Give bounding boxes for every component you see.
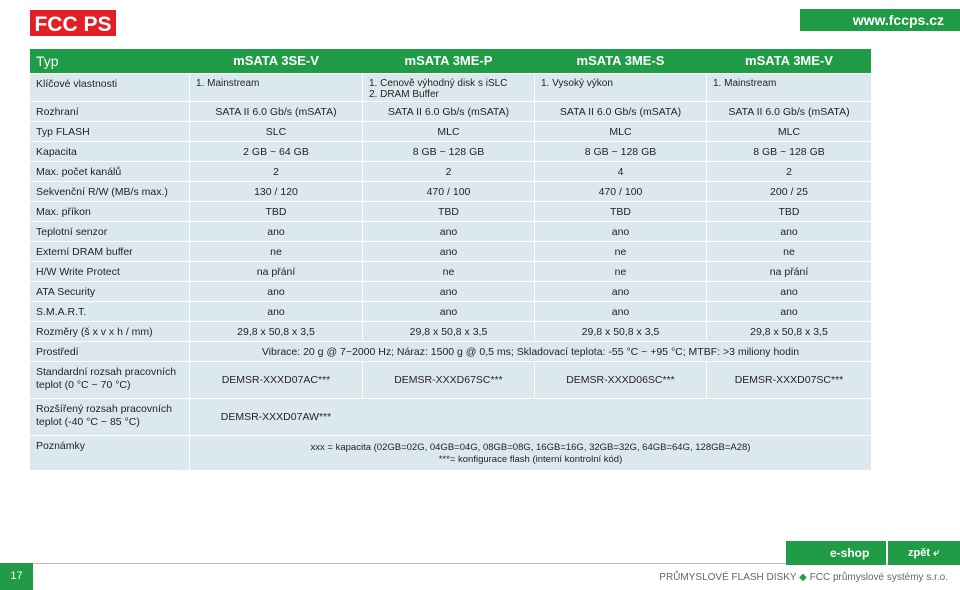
row-label-ext-temp: Rozšířený rozsah pracovních teplot (-40 °C ~ 85 °C) [30, 399, 189, 435]
environment-value: Vibrace: 20 g @ 7~2000 Hz; Náraz: 1500 g @ 0,5 ms; Skladovací teplota: -55 °C ~ +95 °C; MTBF: >3 miliony hodin [190, 342, 871, 361]
eshop-button[interactable] [786, 541, 886, 565]
table-cell: 29,8 x 50,8 x 3,5 [190, 322, 362, 341]
back-button[interactable] [888, 541, 960, 565]
table-cell: 2 GB ~ 64 GB [190, 142, 362, 161]
key-feature-cell: 1. Vysoký výkon [535, 74, 706, 101]
row-label-notes: Poznámky [30, 436, 189, 470]
table-cell: 200 / 25 [707, 182, 871, 201]
table-cell: TBD [707, 202, 871, 221]
row-label-std-temp: Standardní rozsah pracovních teplot (0 °C ~ 70 °C) [30, 362, 189, 398]
table-cell: ne [535, 262, 706, 281]
table-cell: TBD [363, 202, 534, 221]
row-label: Sekvenční R/W (MB/s max.) [30, 182, 189, 201]
row-label: ATA Security [30, 282, 189, 301]
page-number: 17 [0, 563, 33, 590]
key-feature-cell: 1. Mainstream [707, 74, 871, 101]
table-cell: ne [535, 242, 706, 261]
spec-table [30, 49, 871, 470]
table-cell: ano [363, 222, 534, 241]
table-cell: ano [190, 222, 362, 241]
table-cell: 2 [190, 162, 362, 181]
row-label: H/W Write Protect [30, 262, 189, 281]
table-cell: ano [190, 282, 362, 301]
table-cell: ano [363, 242, 534, 261]
part-number-cell: DEMSR-XXXD67SC*** [363, 362, 534, 398]
table-cell: 8 GB ~ 128 GB [535, 142, 706, 161]
table-header [30, 49, 871, 73]
table-cell: 29,8 x 50,8 x 3,5 [535, 322, 706, 341]
row-label: S.M.A.R.T. [30, 302, 189, 321]
table-cell: MLC [535, 122, 706, 141]
notes-line-2: ***= konfigurace flash (interní kontrolní kód) [438, 454, 623, 465]
part-number-cell: DEMSR-XXXD07SC*** [707, 362, 871, 398]
part-number-cell: DEMSR-XXXD07AC*** [190, 362, 362, 398]
table-cell: ano [707, 302, 871, 321]
table-cell: MLC [363, 122, 534, 141]
row-label: Externí DRAM buffer [30, 242, 189, 261]
table-cell: ne [190, 242, 362, 261]
ext-temp-value-area [190, 399, 871, 435]
row-label: Max. počet kanálů [30, 162, 189, 181]
fccps-logo [30, 6, 116, 38]
row-label-key-features: Klíčové vlastnosti [30, 74, 189, 101]
table-cell: ano [535, 222, 706, 241]
table-cell: na přání [707, 262, 871, 281]
site-url-link[interactable]: www.fccps.cz [800, 9, 960, 31]
diamond-icon: ◆ [799, 572, 807, 583]
table-cell: 2 [363, 162, 534, 181]
table-cell: 4 [535, 162, 706, 181]
eshop-label: e-shop [830, 546, 870, 560]
table-cell: ano [363, 302, 534, 321]
row-label: Typ FLASH [30, 122, 189, 141]
table-cell: SATA II 6.0 Gb/s (mSATA) [363, 102, 534, 121]
back-label: zpět [908, 547, 930, 559]
table-cell: ano [707, 282, 871, 301]
header-col-2: mSATA 3ME-P [404, 53, 493, 68]
table-cell: SATA II 6.0 Gb/s (mSATA) [707, 102, 871, 121]
row-label: Max. příkon [30, 202, 189, 221]
table-cell: ano [190, 302, 362, 321]
table-cell: ne [363, 262, 534, 281]
header-col-1: mSATA 3SE-V [233, 53, 319, 68]
row-label: Kapacita [30, 142, 189, 161]
table-cell: ne [707, 242, 871, 261]
header-col-3: mSATA 3ME-S [576, 53, 665, 68]
row-label: Rozhraní [30, 102, 189, 121]
table-cell: ano [363, 282, 534, 301]
table-cell: TBD [535, 202, 706, 221]
table-cell: 8 GB ~ 128 GB [707, 142, 871, 161]
key-feature-cell: 1. Mainstream [190, 74, 362, 101]
notes-line-1: xxx = kapacita (02GB=02G, 04GB=04G, 08GB=08G, 16GB=16G, 32GB=32G, 64GB=64G, 128GB=A28) [310, 442, 751, 453]
table-cell: SLC [190, 122, 362, 141]
table-cell: 8 GB ~ 128 GB [363, 142, 534, 161]
table-cell: 470 / 100 [363, 182, 534, 201]
row-label: Teplotní senzor [30, 222, 189, 241]
table-cell: ano [535, 282, 706, 301]
table-cell: 130 / 120 [190, 182, 362, 201]
table-cell: 2 [707, 162, 871, 181]
table-cell: na přání [190, 262, 362, 281]
table-cell: 29,8 x 50,8 x 3,5 [363, 322, 534, 341]
notes-value [190, 436, 871, 470]
row-label: Rozměry (š x v x h / mm) [30, 322, 189, 341]
table-cell: SATA II 6.0 Gb/s (mSATA) [535, 102, 706, 121]
table-cell: SATA II 6.0 Gb/s (mSATA) [190, 102, 362, 121]
key-feature-cell: 1. Cenově výhodný disk s iSLC 2. DRAM Buffer [363, 74, 534, 101]
table-cell: MLC [707, 122, 871, 141]
footer-text-left: PRŮMYSLOVÉ FLASH DISKY [659, 572, 797, 583]
table-cell: TBD [190, 202, 362, 221]
header-typ: Typ [36, 53, 59, 69]
row-label-environment: Prostředí [30, 342, 189, 361]
back-arrow-icon: ⤶ [933, 547, 940, 559]
table-cell: ano [535, 302, 706, 321]
part-number-cell: DEMSR-XXXD06SC*** [535, 362, 706, 398]
footer-text-right: FCC průmyslové systémy s.r.o. [809, 572, 948, 583]
logo-text: FCC PS [34, 13, 112, 36]
header-col-4: mSATA 3ME-V [745, 53, 833, 68]
table-cell: 29,8 x 50,8 x 3,5 [707, 322, 871, 341]
ext-temp-part-number: DEMSR-XXXD07AW*** [220, 411, 332, 423]
table-cell: ano [707, 222, 871, 241]
table-cell: 470 / 100 [535, 182, 706, 201]
footer-text [659, 572, 948, 583]
